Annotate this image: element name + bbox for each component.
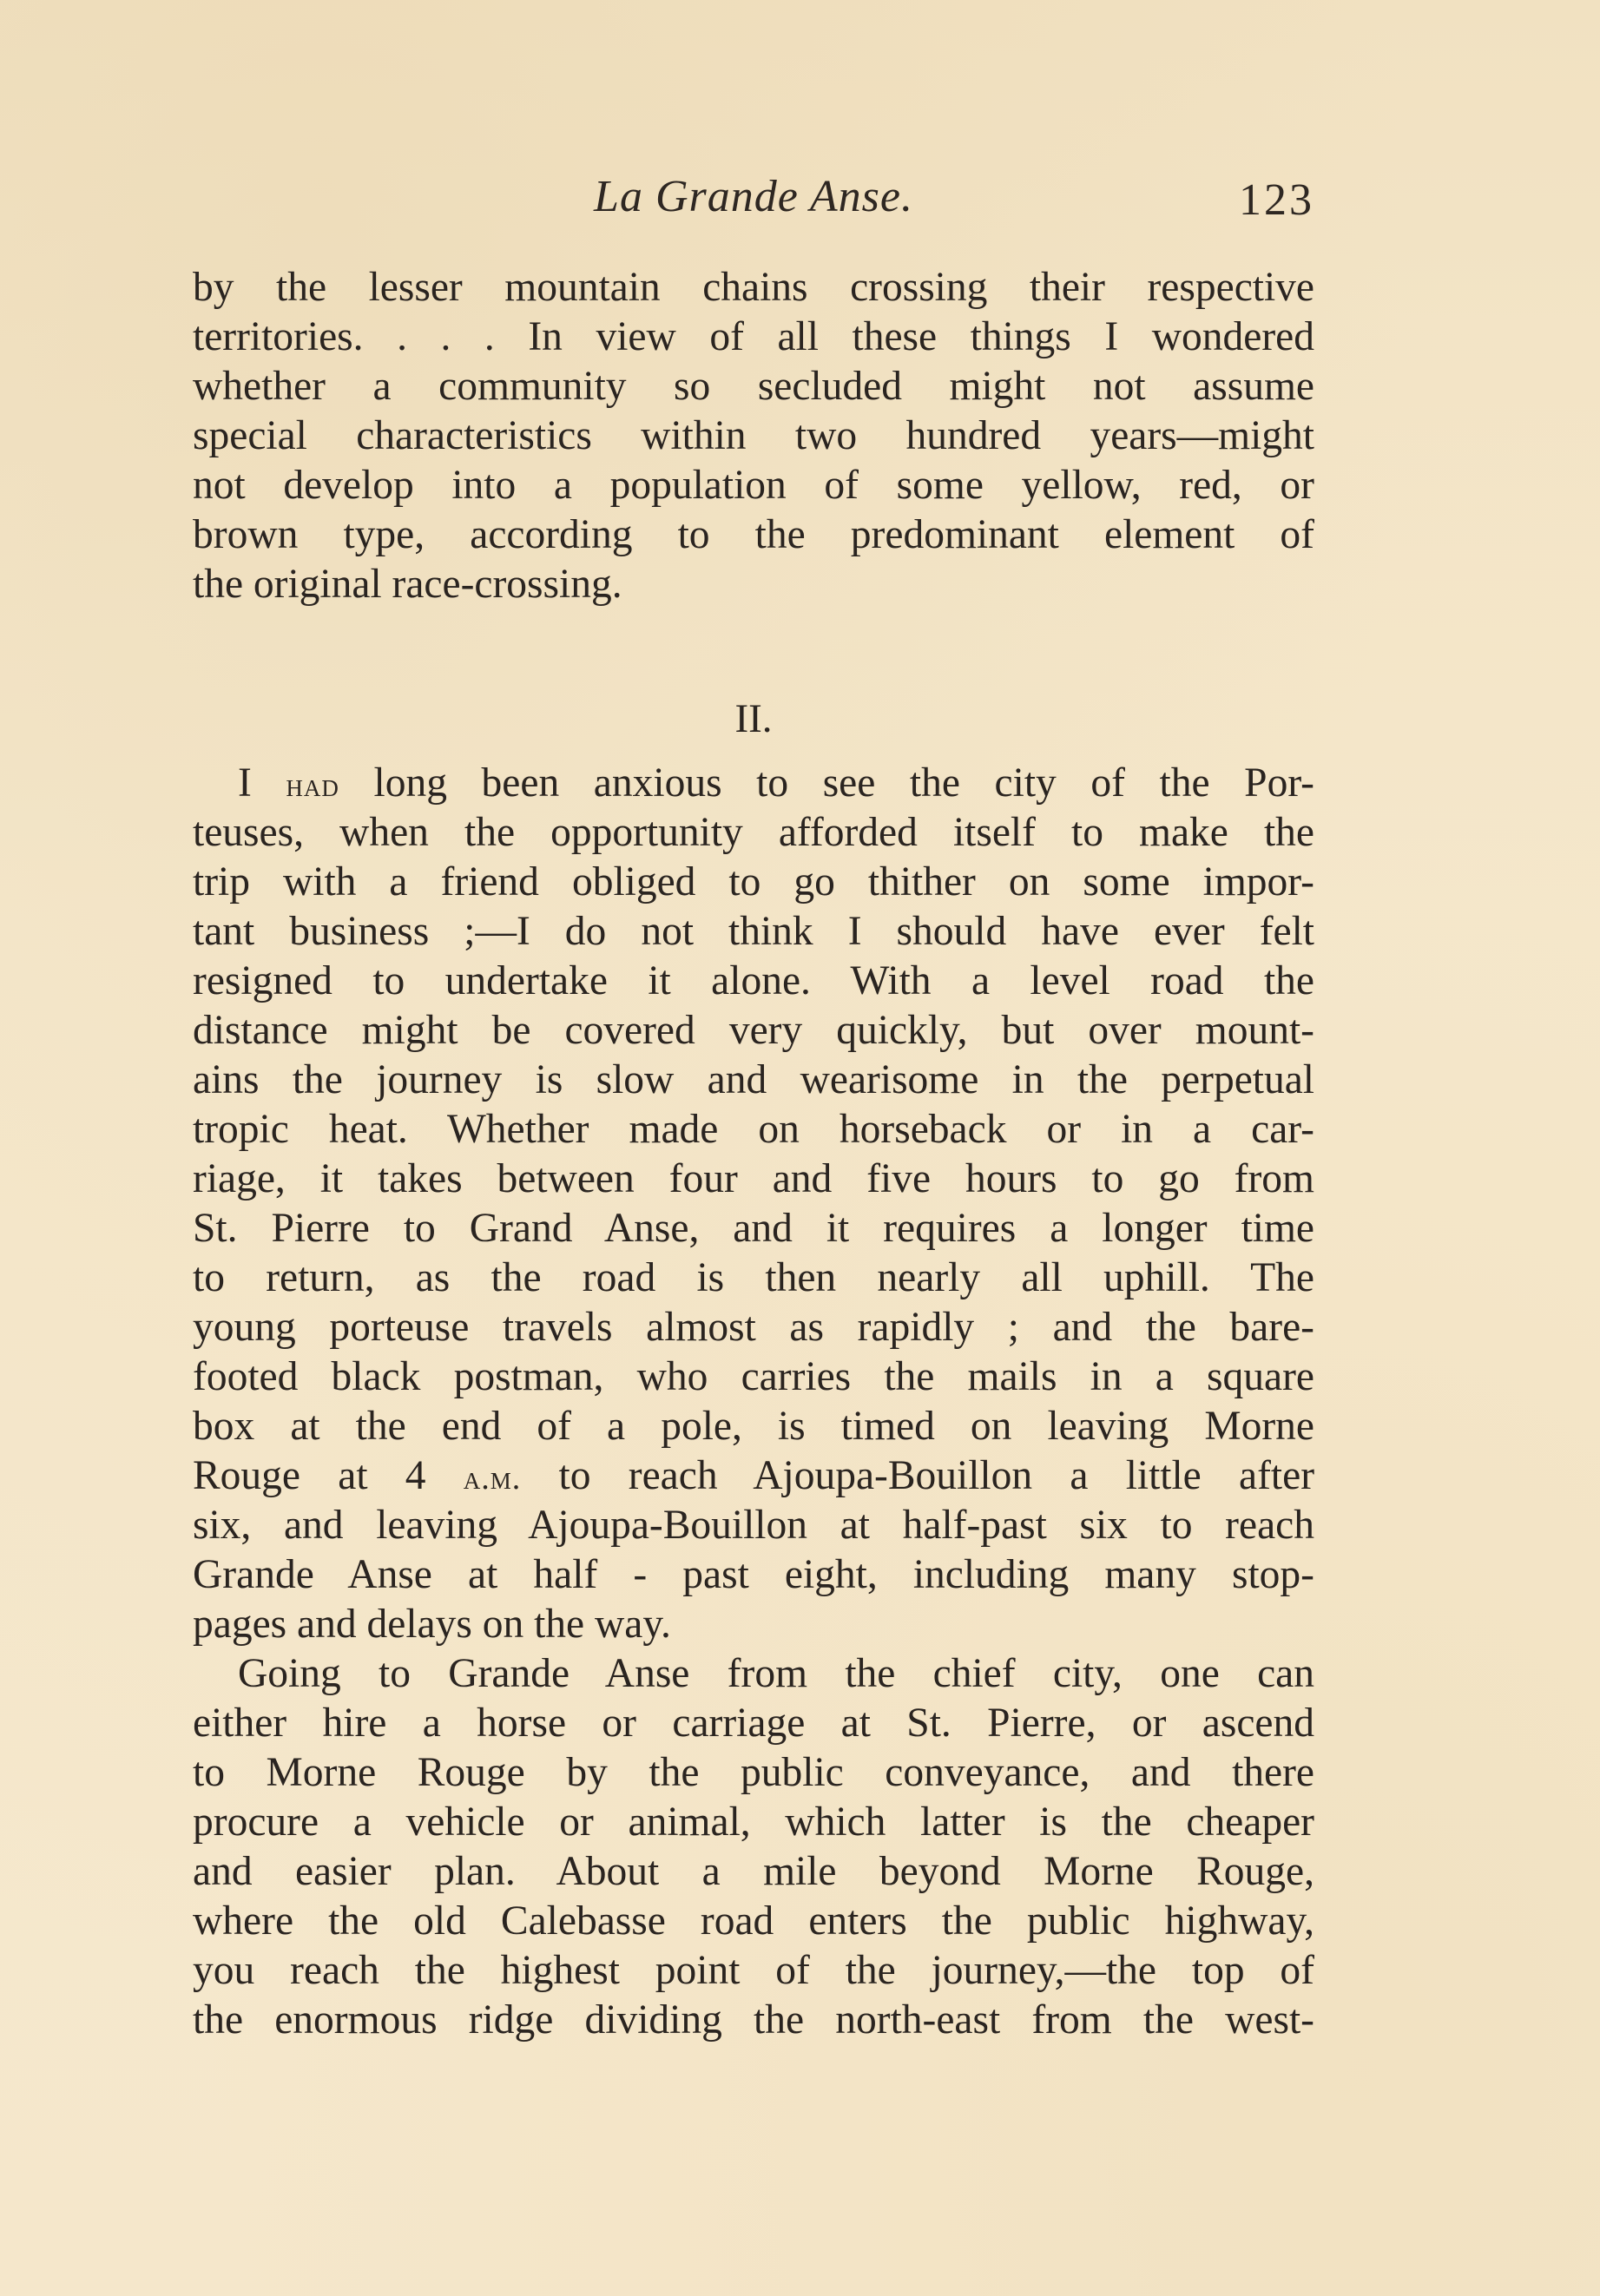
text-line: territories. . . . In view of all these things I wondered — [193, 314, 1314, 359]
text-line: tropic heat. Whether made on horseback or in a car- — [193, 1107, 1314, 1152]
text-line: to return, as the road is then nearly all uphill. The — [193, 1255, 1314, 1300]
body-paragraphs — [193, 759, 1314, 2045]
text-line: pages and delays on the way. — [193, 1602, 671, 1647]
text-line: trip with a friend obliged to go thither on some impor- — [193, 859, 1314, 905]
text-line: not develop into a population of some yellow, red, or — [193, 463, 1314, 508]
text-line: box at the end of a pole, is timed on leaving Morne — [193, 1404, 1314, 1449]
text-line: the enormous ridge dividing the north-east from the west- — [193, 1997, 1314, 2043]
time-smallcaps: a.m. — [463, 1460, 522, 1497]
text-line: procure a vehicle or animal, which latter is the cheaper — [193, 1799, 1314, 1845]
opening-smallcaps: had — [286, 767, 339, 804]
text-line: teuses, when the opportunity afforded itself to make the — [193, 810, 1314, 855]
text-line-opening — [193, 759, 1314, 808]
text-line: distance might be covered very quickly, but over mount- — [193, 1008, 1314, 1053]
text-line: young porteuse travels almost as rapidly ; and the bare- — [193, 1305, 1314, 1350]
text-line-time — [193, 1451, 1314, 1501]
paragraph-continued — [193, 263, 1314, 609]
text-line: riage, it takes between four and five hours to go from — [193, 1156, 1314, 1201]
running-head — [193, 167, 1314, 227]
text-line: brown type, according to the predominant element of — [193, 512, 1314, 557]
text-line: Grande Anse at half - past eight, including many stop- — [193, 1552, 1314, 1597]
text-line: ains the journey is slow and wearisome in the perpetual — [193, 1057, 1314, 1102]
text-line: you reach the highest point of the journey,—the top of — [193, 1948, 1314, 1993]
time-before: Rouge at 4 — [193, 1453, 464, 1498]
text-line: footed black postman, who carries the mails in a square — [193, 1354, 1314, 1399]
text-line: tant business ;—I do not think I should have ever felt — [193, 909, 1314, 954]
text-line: either hire a horse or carriage at St. Pierre, or ascend — [193, 1701, 1314, 1746]
text-line: to Morne Rouge by the public conveyance, and there — [193, 1750, 1314, 1795]
opening-word: I — [238, 760, 252, 806]
text-line: six, and leaving Ajoupa-Bouillon at half-past six to reach — [193, 1503, 1314, 1548]
text-line: St. Pierre to Grand Anse, and it requires a longer time — [193, 1206, 1314, 1251]
time-after: to reach Ajoupa-Bouillon a little after — [521, 1453, 1315, 1498]
text-line: the original race-crossing. — [193, 562, 622, 607]
text-line: and easier plan. About a mile beyond Morne Rouge, — [193, 1849, 1314, 1894]
opening-line-rest: long been anxious to see the city of the Por- — [339, 760, 1314, 806]
page-number: 123 — [1239, 175, 1314, 225]
text-line: resigned to undertake it alone. With a level road the — [193, 958, 1314, 1003]
text-line: where the old Calebasse road enters the public highway, — [193, 1898, 1314, 1944]
section-heading: II. — [734, 696, 773, 741]
running-title: La Grande Anse. — [594, 172, 913, 221]
text-line: special characteristics within two hundred years—might — [193, 413, 1314, 458]
text-line: whether a community so secluded might not assume — [193, 364, 1314, 409]
text-line: by the lesser mountain chains crossing their respective — [193, 265, 1314, 310]
text-line: Going to Grande Anse from the chief city, one can — [238, 1651, 1314, 1696]
